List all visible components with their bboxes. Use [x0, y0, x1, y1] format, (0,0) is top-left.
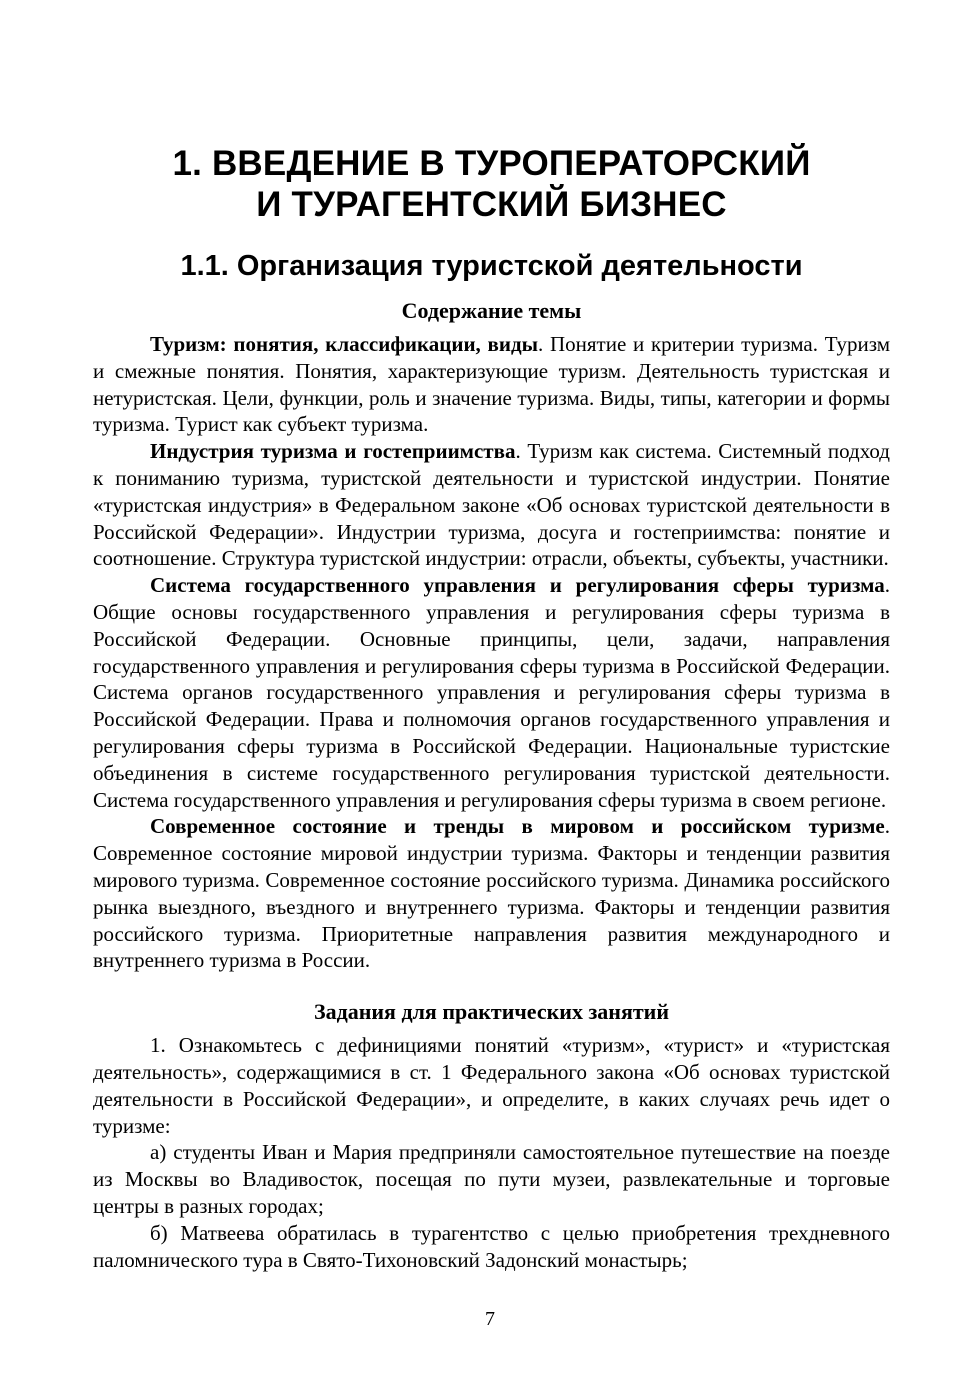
tasks-heading: Задания для практических занятий: [313, 999, 670, 1025]
task-item-1: 1. Ознакомьтесь с дефинициями понятий «туризм», «турист» и «туристская деятельность», содержащимися в ст. 1 Федерального закона «Об основах туристской деятельности в Российской Федерации», и определите, в каких случаях речь идет о туризме:: [93, 1033, 890, 1138]
chapter-title-line-1: 1. ВВЕДЕНИЕ В ТУРОПЕРАТОРСКИЙ: [172, 144, 811, 183]
page-number: 7: [485, 1308, 495, 1330]
paragraph-text: . Туризм как система. Системный подход к пониманию туризма, туристской деятельности и туристской индустрии. Понятие «туристская индустрия» в Федеральном законе «Об основах туристской деятельности в Российской Федерации». Индустрии туризма, досуга и гостеприимства: понятие и соотношение. Структура туристской индустрии: отрасли, объекты, субъекты, участники.: [93, 439, 890, 571]
paragraph-text: . Общие основы государственного управления и регулирования сферы туризма в Российской Федерации. Основные принципы, цели, задачи, направления государственного управления и регулирования сферы туризма в Российской Федерации. Система органов государственного управления и регулирования сферы туризма в Российской Федерации. Права и полномочия органов государственного управления и регулирования сферы туризма в Российской Федерации. Национальные туристские объединения в системе государственного регулирования туристской деятельности. Система государственного управления и регулирования сферы туризма в своем регионе.: [93, 573, 890, 812]
paragraph-lead: Туризм: понятия, классификации, виды: [150, 332, 538, 356]
paragraph-lead: Индустрия туризма и гостеприимства: [150, 439, 516, 464]
chapter-title: [93, 143, 890, 225]
content-heading: Содержание темы: [401, 298, 582, 323]
content-paragraph-tourism-concepts: [93, 331, 890, 438]
paragraph-lead: Система государственного управления и регулирования сферы туризма: [150, 573, 885, 598]
chapter-title-line-2: И ТУРАГЕНТСКИЙ БИЗНЕС: [256, 185, 727, 224]
content-paragraph-state-regulation: [93, 572, 890, 813]
task-item-a: а) студенты Иван и Мария предприняли самостоятельное путешествие на поезде из Москвы во Владивосток, посещая по пути музеи, развлекательные и торговые центры в разных городах;: [93, 1140, 890, 1218]
paragraph-lead: Современное состояние и тренды в мировом и российском туризме: [150, 814, 885, 839]
section-title: 1.1. Организация туристской деятельности: [180, 250, 803, 282]
paragraph-text: . Понятие и критерии туризма. Туризм и смежные понятия. Понятия, характеризующие туризм. Деятельность туристская и нетуристская. Цели, функции, роль и значение туризма. Виды, типы, категории и формы туризма. Турист как субъект туризма.: [93, 332, 890, 437]
content-paragraph-tourism-industry: [93, 438, 890, 572]
task-item-b: б) Матвеева обратилась в турагентство с целью приобретения трехдневного паломнического тура в Свято-Тихоновский Задонский монастырь;: [93, 1220, 890, 1272]
content-paragraph-current-trends: [93, 813, 890, 974]
paragraph-text: . Современное состояние мировой индустрии туризма. Факторы и тенденции развития мирового туризма. Современное состояние российского туризма. Динамика российского рынка выездного, въездного и внутреннего туризма. Факторы и тенденции развития российского туризма. Приоритетные направления развития международного и внутреннего туризма в России.: [93, 814, 890, 973]
